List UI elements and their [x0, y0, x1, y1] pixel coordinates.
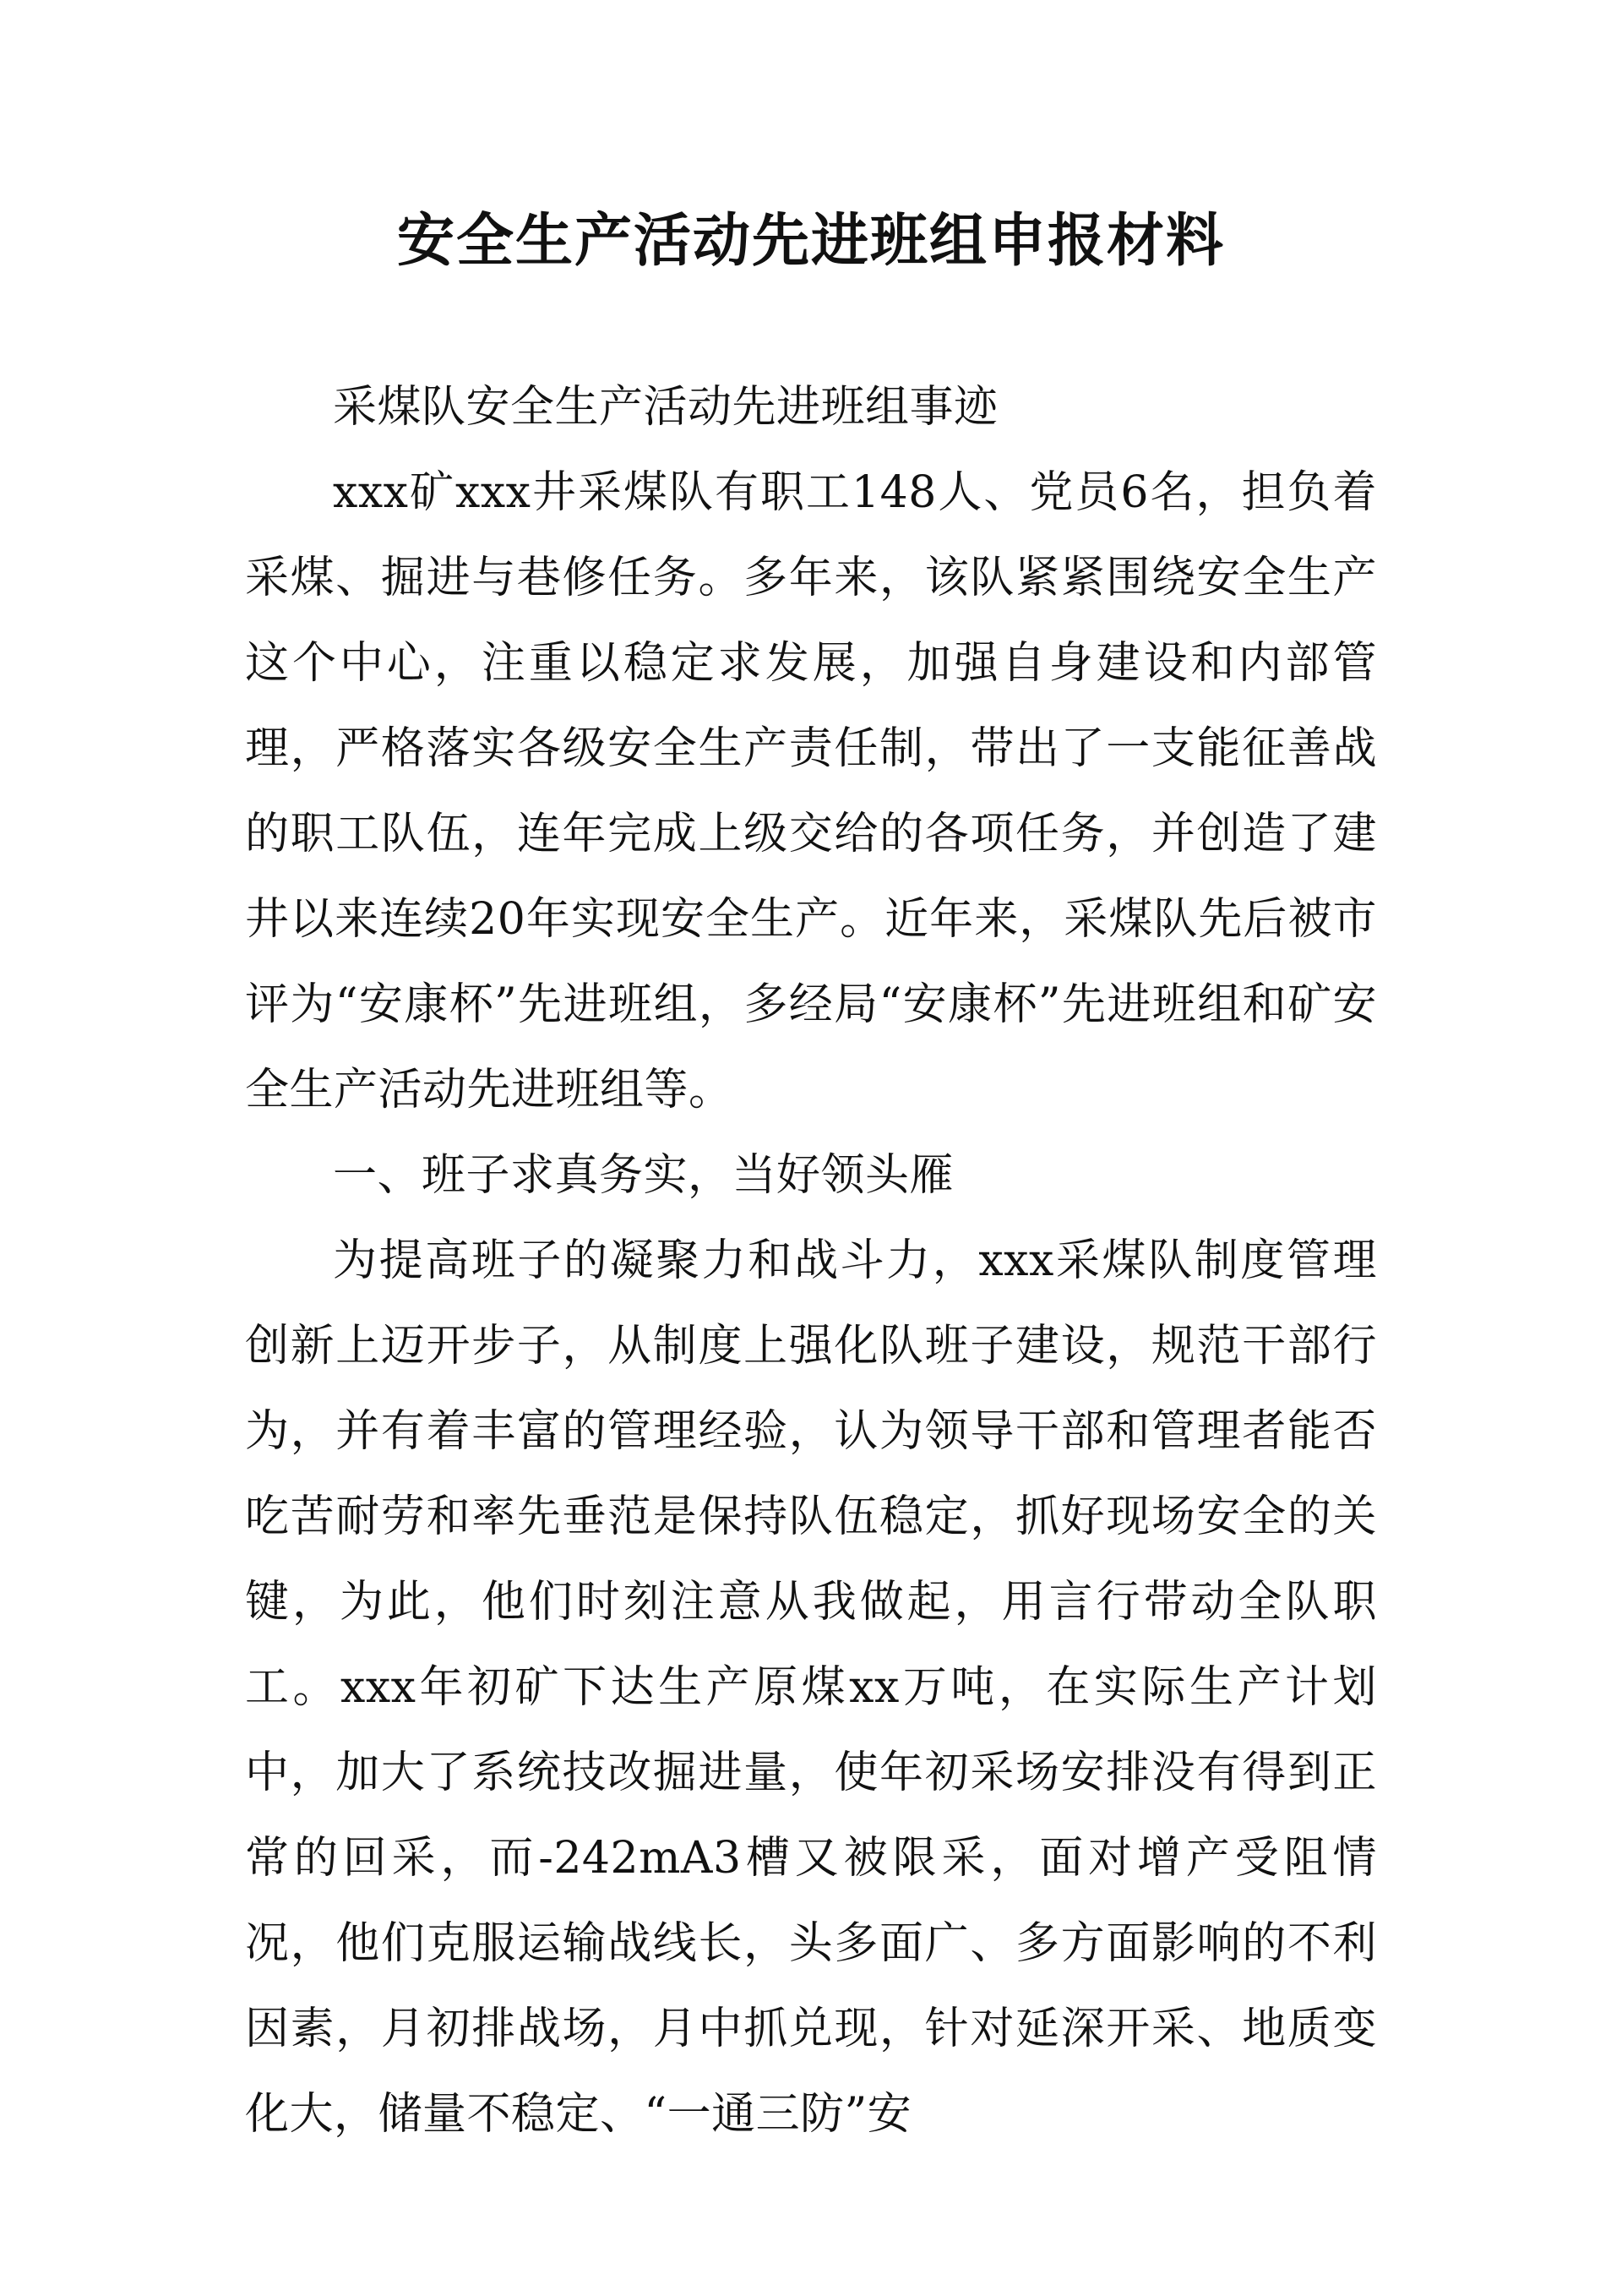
- body-paragraph: xxx矿xxx井采煤队有职工148人、党员6名，担负着采煤、掘进与巷修任务。多年来，该队紧紧围绕安全生产这个中心，注重以稳定求发展，加强自身建设和内部管理，严格落实各级安全生产责任制，带出了一支能征善战的职工队伍，连年完成上级交给的各项任务，并创造了建井以来连续20年实现安全生产。近年来，采煤队先后被市评为“安康杯”先进班组，多经局“安康杯”先进班组和矿安全生产活动先进班组等。: [245, 467, 1377, 1115]
- section-heading: 采煤队安全生产活动先进班组事迹: [333, 382, 999, 433]
- document-title: 安全生产活动先进班组申报材料: [396, 207, 1225, 275]
- document-body: [245, 365, 1377, 2157]
- body-paragraph: 为提高班子的凝聚力和战斗力，xxx采煤队制度管理创新上迈开步子，从制度上强化队班子建设，规范干部行为，并有着丰富的管理经验，认为领导干部和管理者能否吃苦耐劳和率先垂范是保持队伍稳定，抓好现场安全的关键，为此，他们时刻注意从我做起，用言行带动全队职工。xxx年初矿下达生产原煤xx万吨，在实际生产计划中，加大了系统技改掘进量，使年初采场安排没有得到正常的回采，而-242mA3槽又被限采，面对增产受阻情况，他们克服运输战线长，头多面广、多方面影响的不利因素，月初排战场，月中抓兑现，针对延深开采、地质变化大，储量不稳定、“一通三防”安: [245, 1235, 1377, 2140]
- section-heading: 一、班子求真务实，当好领头雁: [333, 1150, 955, 1201]
